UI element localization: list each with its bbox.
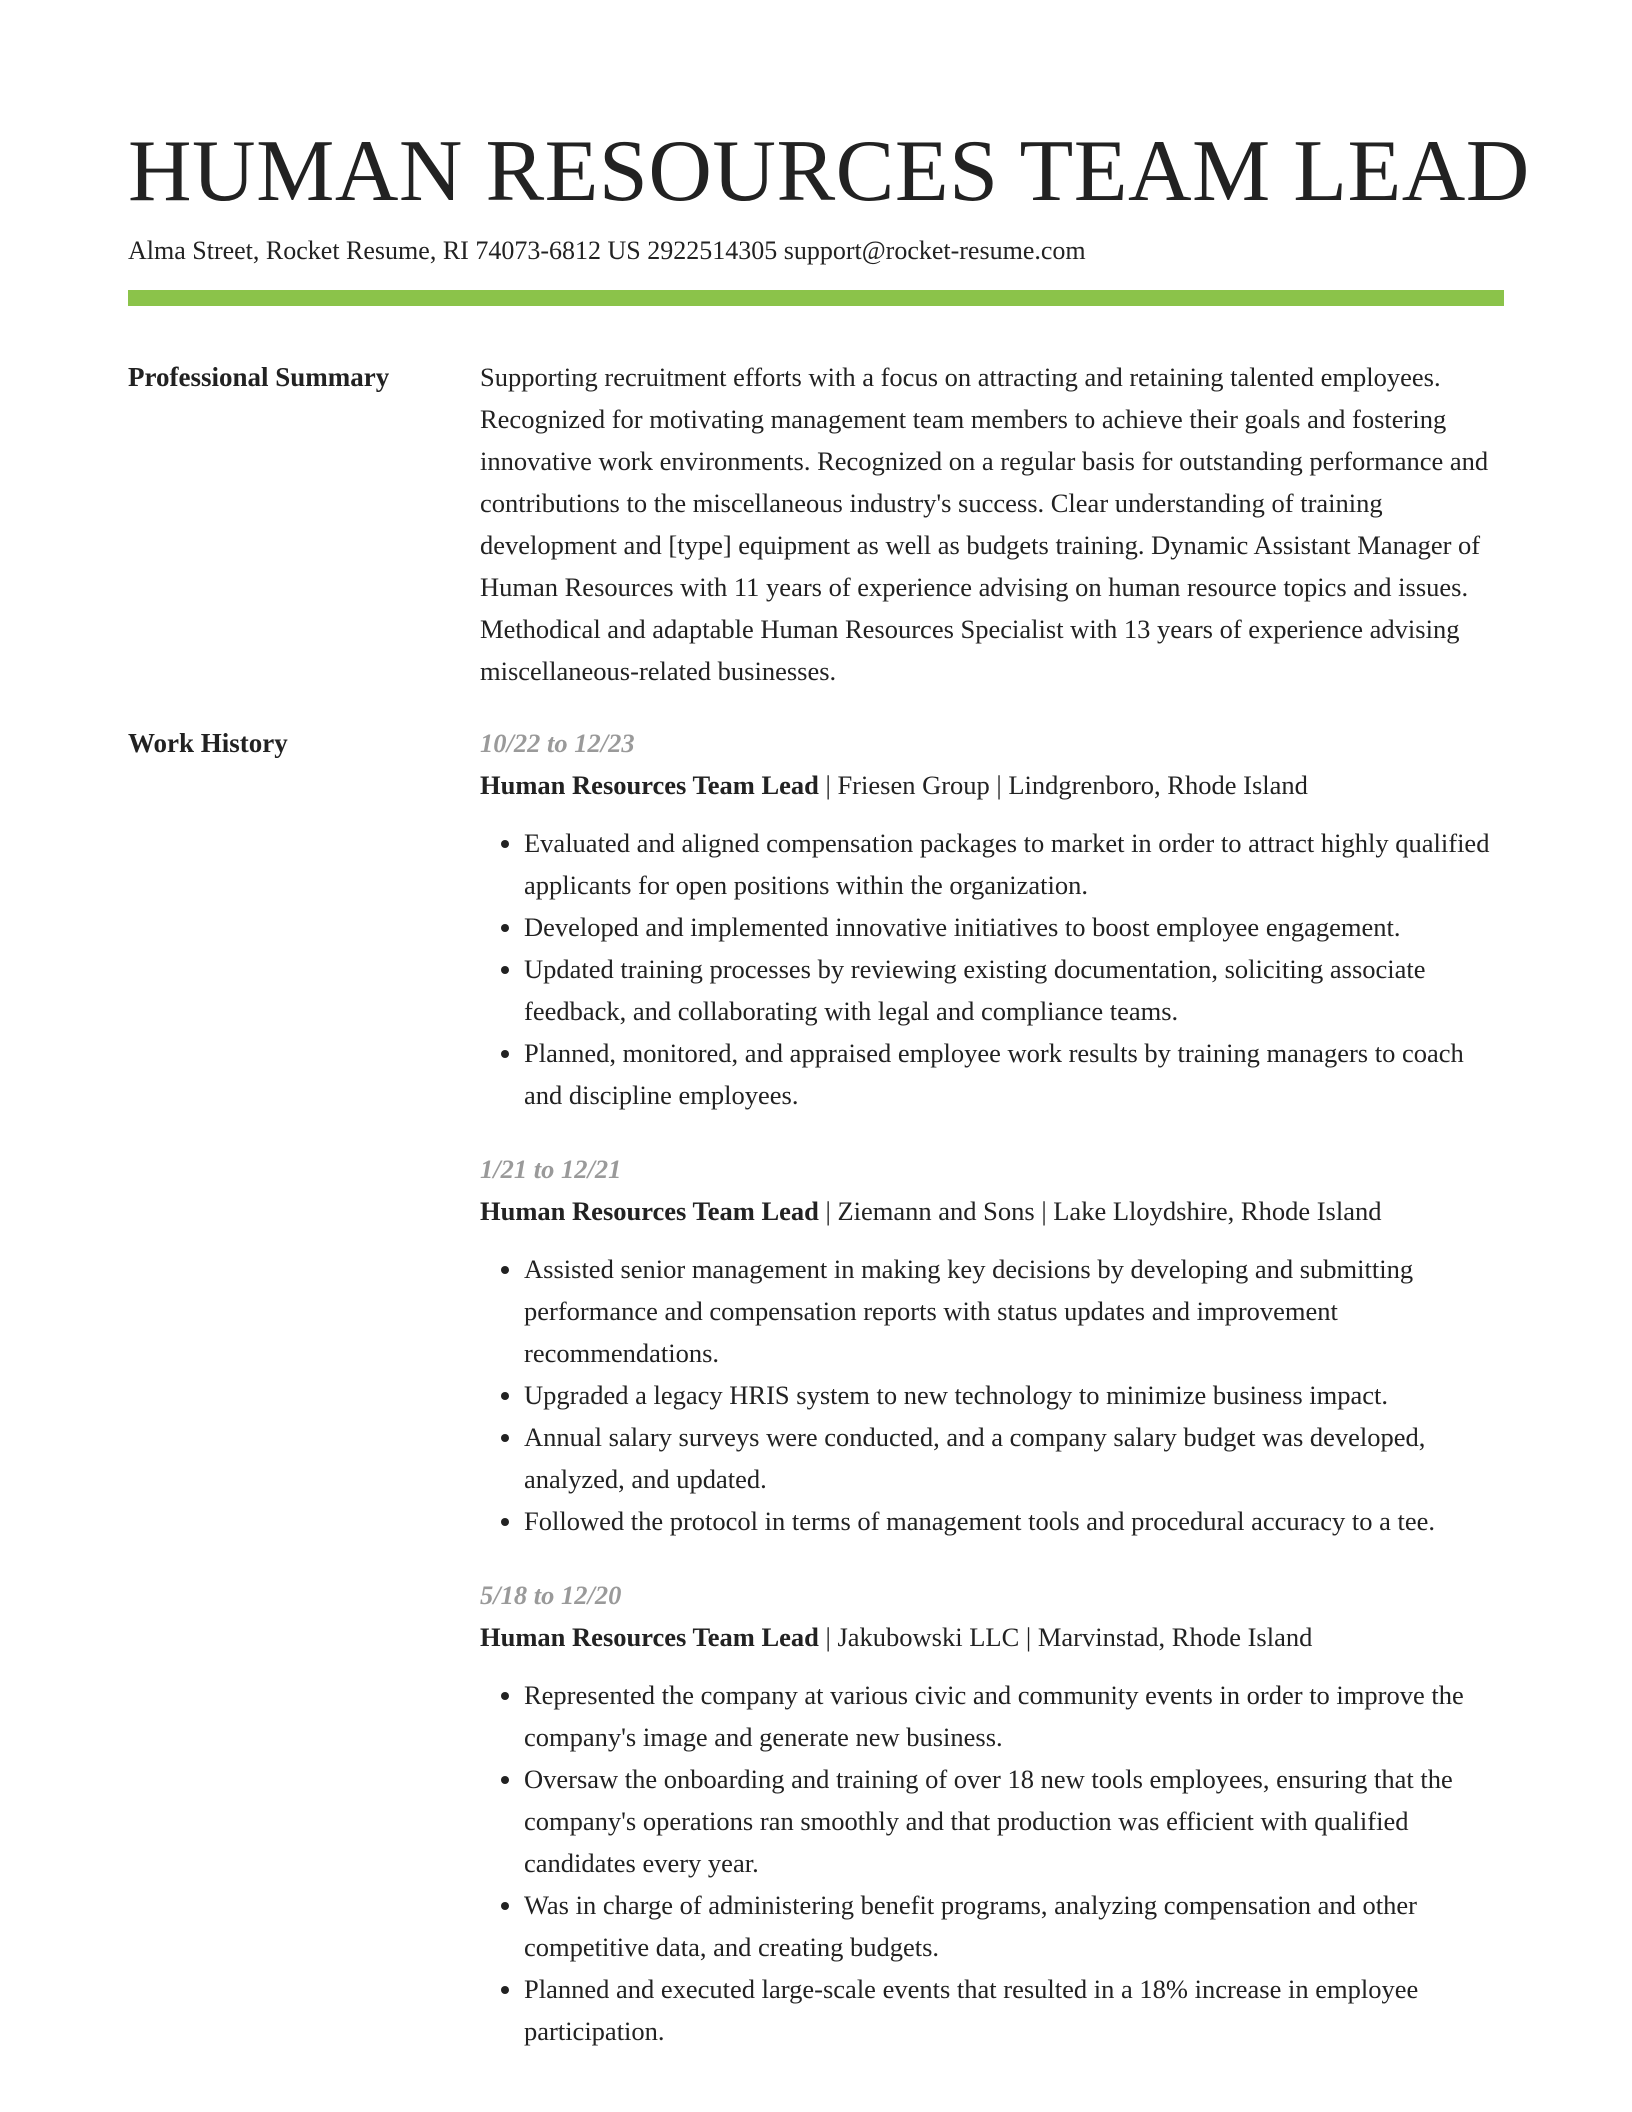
job-entry [480,722,1504,1116]
job-entry [480,1148,1504,1542]
job-entry [480,1574,1504,2052]
job-title: Human Resources Team Lead [480,1622,819,1652]
job-title-line [480,1616,1504,1658]
job-bullet: • Annual salary surveys were conducted, and a company salary budget was developed, analyzed, and updated. [524,1416,1504,1500]
job-dates: 5/18 to 12/20 [480,1580,622,1610]
job-dates: 10/22 to 12/23 [480,728,635,758]
section-heading-work-history: Work History [128,728,288,758]
professional-summary-section [128,356,1504,692]
job-bullet: • Upgraded a legacy HRIS system to new technology to minimize business impact. [524,1374,1504,1416]
job-dates: 1/21 to 12/21 [480,1154,622,1184]
summary-text: Supporting recruitment efforts with a focus on attracting and retaining talented employees. Recognized for motivating management team members to achieve their goals and fostering innovative work environments. Recognized on a regular basis for outstanding performance and contributions to the miscellaneous industry's success. Clear understanding of training development and [type] equipment as well as budgets training. Dynamic Assistant Manager of Human Resources with 11 years of experience advising on human resource topics and issues. Methodical and adaptable Human Resources Specialist with 13 years of experience advising miscellaneous-related businesses. [480,362,1489,686]
contact-line: Alma Street, Rocket Resume, RI 74073-6812 US 2922514305 support@rocket-resume.com [128,236,1086,265]
job-bullet: • Updated training processes by reviewing existing documentation, soliciting associate feedback, and collaborating with legal and compliance teams. [524,948,1504,1032]
work-history-section [128,722,1504,2052]
job-title-line [480,1190,1504,1232]
job-bullet: • Planned, monitored, and appraised employee work results by training managers to coach and discipline employees. [524,1032,1504,1116]
job-bullet: • Evaluated and aligned compensation packages to market in order to attract highly qualified applicants for open positions within the organization. [524,822,1504,906]
resume-page [128,0,1530,2052]
job-bullets [480,1248,1504,1542]
job-employer-location: | Friesen Group | Lindgrenboro, Rhode Island [818,770,1308,800]
job-bullet: • Oversaw the onboarding and training of over 18 new tools employees, ensuring that the company's operations ran smoothly and that production was efficient with qualified candidates every year. [524,1758,1504,1884]
job-employer-location: | Ziemann and Sons | Lake Lloydshire, Rhode Island [818,1196,1382,1226]
job-bullet: • Developed and implemented innovative initiatives to boost employee engagement. [524,906,1504,948]
job-title: Human Resources Team Lead [480,770,819,800]
resume-name: HUMAN RESOURCES TEAM LEAD [128,123,1530,220]
job-bullet: • Planned and executed large-scale events that resulted in a 18% increase in employee participation. [524,1968,1504,2052]
job-bullet: • Assisted senior management in making key decisions by developing and submitting performance and compensation reports with status updates and improvement recommendations. [524,1248,1504,1374]
job-bullet: • Followed the protocol in terms of management tools and procedural accuracy to a tee. [524,1500,1504,1542]
job-bullet: • Represented the company at various civic and community events in order to improve the company's image and generate new business. [524,1674,1504,1758]
job-bullets [480,1674,1504,2052]
work-history-list [480,722,1504,2052]
job-bullet: • Was in charge of administering benefit programs, analyzing compensation and other competitive data, and creating budgets. [524,1884,1504,1968]
job-bullets [480,822,1504,1116]
job-title: Human Resources Team Lead [480,1196,819,1226]
job-title-line [480,764,1504,806]
accent-divider [128,290,1504,306]
resume-header [128,0,1530,306]
section-heading-professional-summary: Professional Summary [128,362,390,392]
job-employer-location: | Jakubowski LLC | Marvinstad, Rhode Island [818,1622,1313,1652]
